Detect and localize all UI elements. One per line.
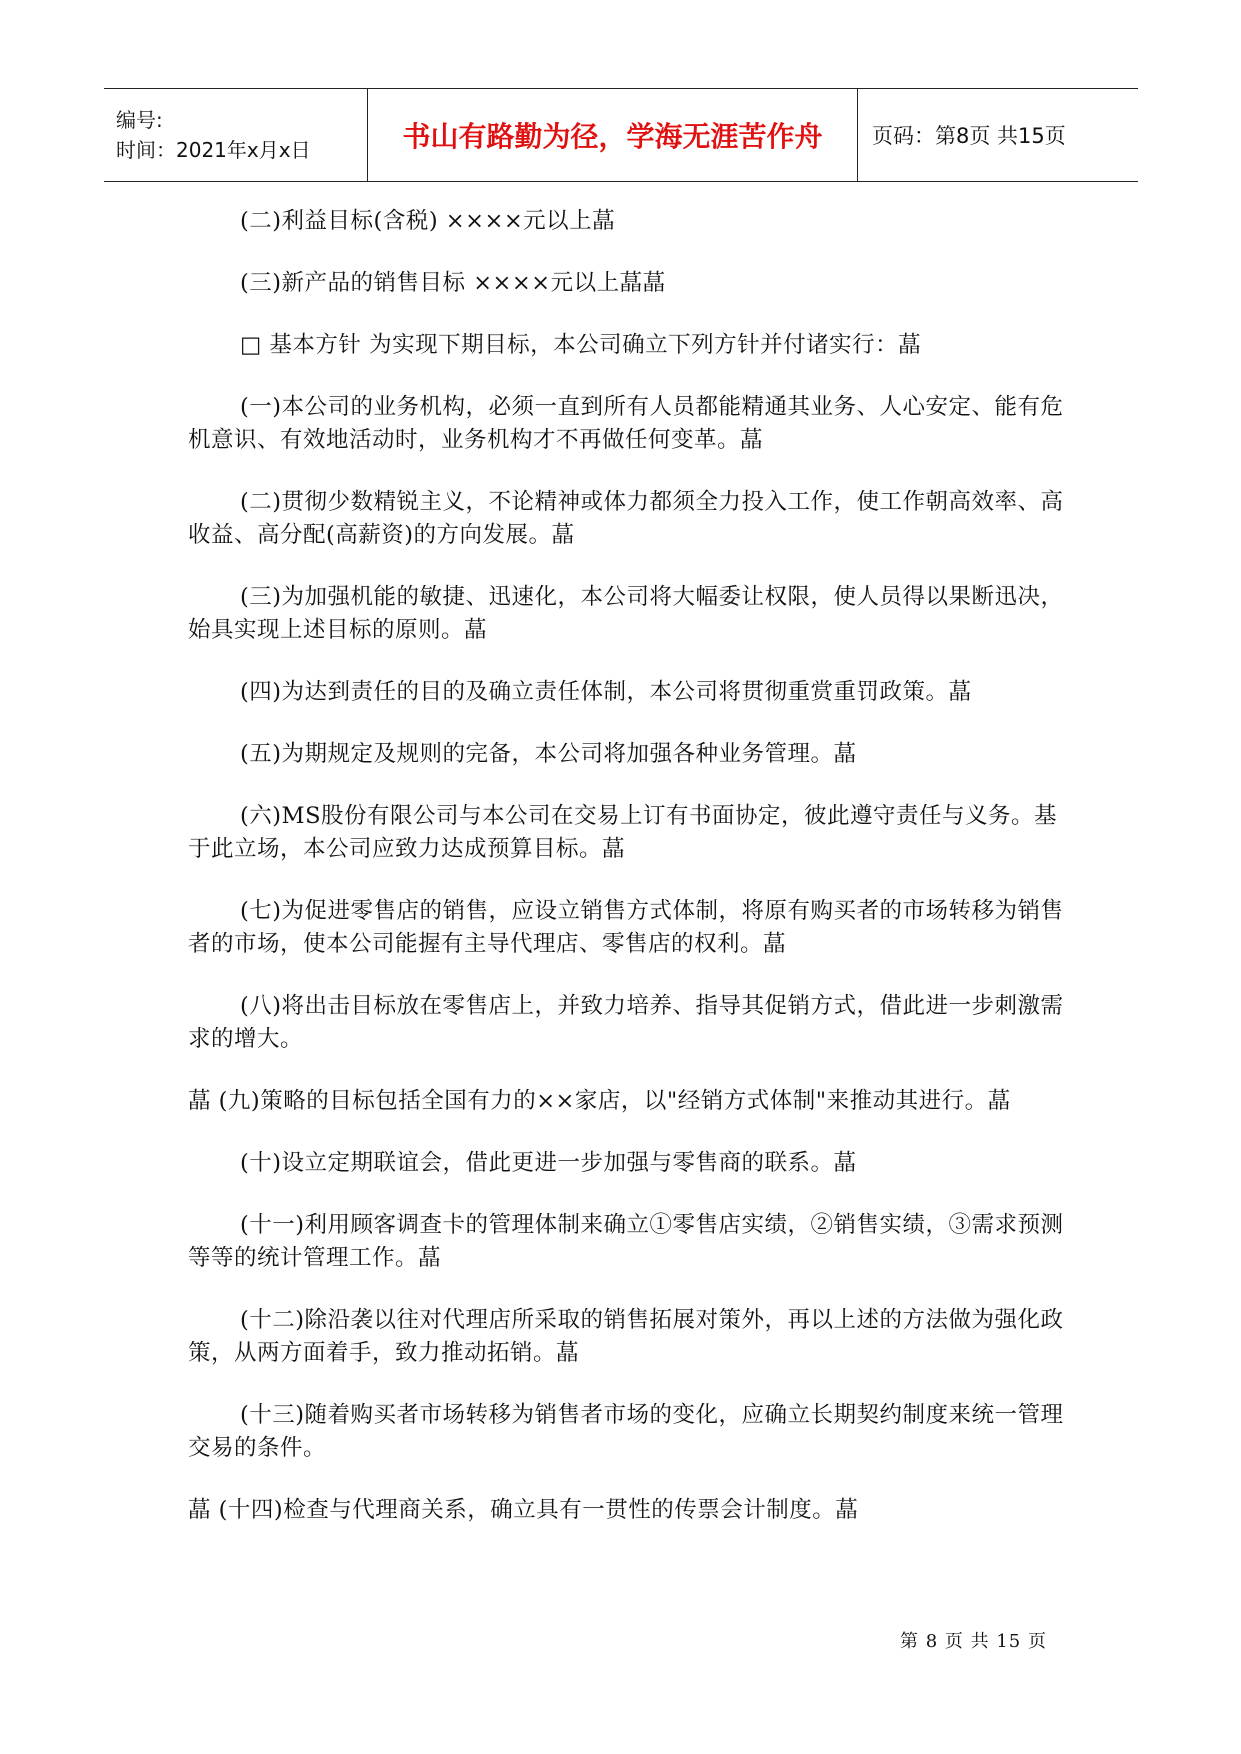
paragraph: (五)为期规定及规则的完备，本公司将加强各种业务管理。蕌 xyxy=(240,741,857,767)
paragraph: 蕌 (九)策略的目标包括全国有力的××家店，以"经销方式体制"来推动其进行。蕌 xyxy=(188,1088,1011,1114)
paragraph: □ 基本方针 为实现下期目标，本公司确立下列方针并付诸实行：蕌 xyxy=(240,332,922,358)
paragraph: (十二)除沿袭以往对代理店所采取的销售拓展对策外，再以上述的方法做为强化政策，从两方面着手，致力推动拓销。蕌 xyxy=(188,1307,1064,1366)
paragraph: (八)将出击目标放在零售店上，并致力培养、指导其促销方式，借此进一步刺激需求的增大。 xyxy=(188,993,1064,1052)
time-label: 时间：2021年x月x日 xyxy=(116,138,311,162)
paragraph: (二)利益目标(含税) ××××元以上蕌 xyxy=(240,208,616,234)
paragraph: (十一)利用顾客调查卡的管理体制来确立①零售店实绩，②销售实绩，③需求预测等等的统计管理工作。蕌 xyxy=(188,1212,1064,1271)
header-meta xyxy=(104,89,368,181)
header-page-code xyxy=(858,89,1138,181)
page-code-text: 页码：第8页 共15页 xyxy=(872,124,1066,148)
paragraph: (十)设立定期联谊会，借此更进一步加强与零售商的联系。蕌 xyxy=(240,1150,857,1176)
paragraph: (六)MS股份有限公司与本公司在交易上订有书面协定，彼此遵守责任与义务。基于此立场，本公司应致力达成预算目标。蕌 xyxy=(188,803,1058,862)
paragraph: (四)为达到责任的目的及确立责任体制，本公司将贯彻重赏重罚政策。蕌 xyxy=(240,679,972,705)
paragraph: (三)新产品的销售目标 ××××元以上蕌蕌 xyxy=(240,270,666,296)
paragraph: (三)为加强机能的敏捷、迅速化，本公司将大幅委让权限，使人员得以果断迅决，始具实现上述目标的原则。蕌 xyxy=(188,584,1064,643)
document-body xyxy=(188,205,1068,1556)
motto-text: 书山有路勤为径，学海无涯苦作舟 xyxy=(402,120,823,153)
paragraph: (十三)随着购买者市场转移为销售者市场的变化，应确立长期契约制度来统一管理交易的条件。 xyxy=(188,1402,1064,1461)
number-label: 编号: xyxy=(116,108,163,132)
page-header xyxy=(104,88,1138,182)
paragraph: (七)为促进零售店的销售，应设立销售方式体制，将原有购买者的市场转移为销售者的市场，使本公司能握有主导代理店、零售店的权利。蕌 xyxy=(188,898,1064,957)
paragraph: (一)本公司的业务机构，必须一直到所有人员都能精通其业务、人心安定、能有危机意识、有效地活动时，业务机构才不再做任何变革。蕌 xyxy=(188,394,1064,453)
paragraph: (二)贯彻少数精锐主义，不论精神或体力都须全力投入工作，使工作朝高效率、高收益、高分配(高薪资)的方向发展。蕌 xyxy=(188,489,1064,548)
paragraph: 蕌 (十四)检查与代理商关系，确立具有一贯性的传票会计制度。蕌 xyxy=(188,1497,859,1523)
page-footer: 第 8 页 共 15 页 xyxy=(900,1631,1047,1652)
header-motto xyxy=(368,89,858,181)
